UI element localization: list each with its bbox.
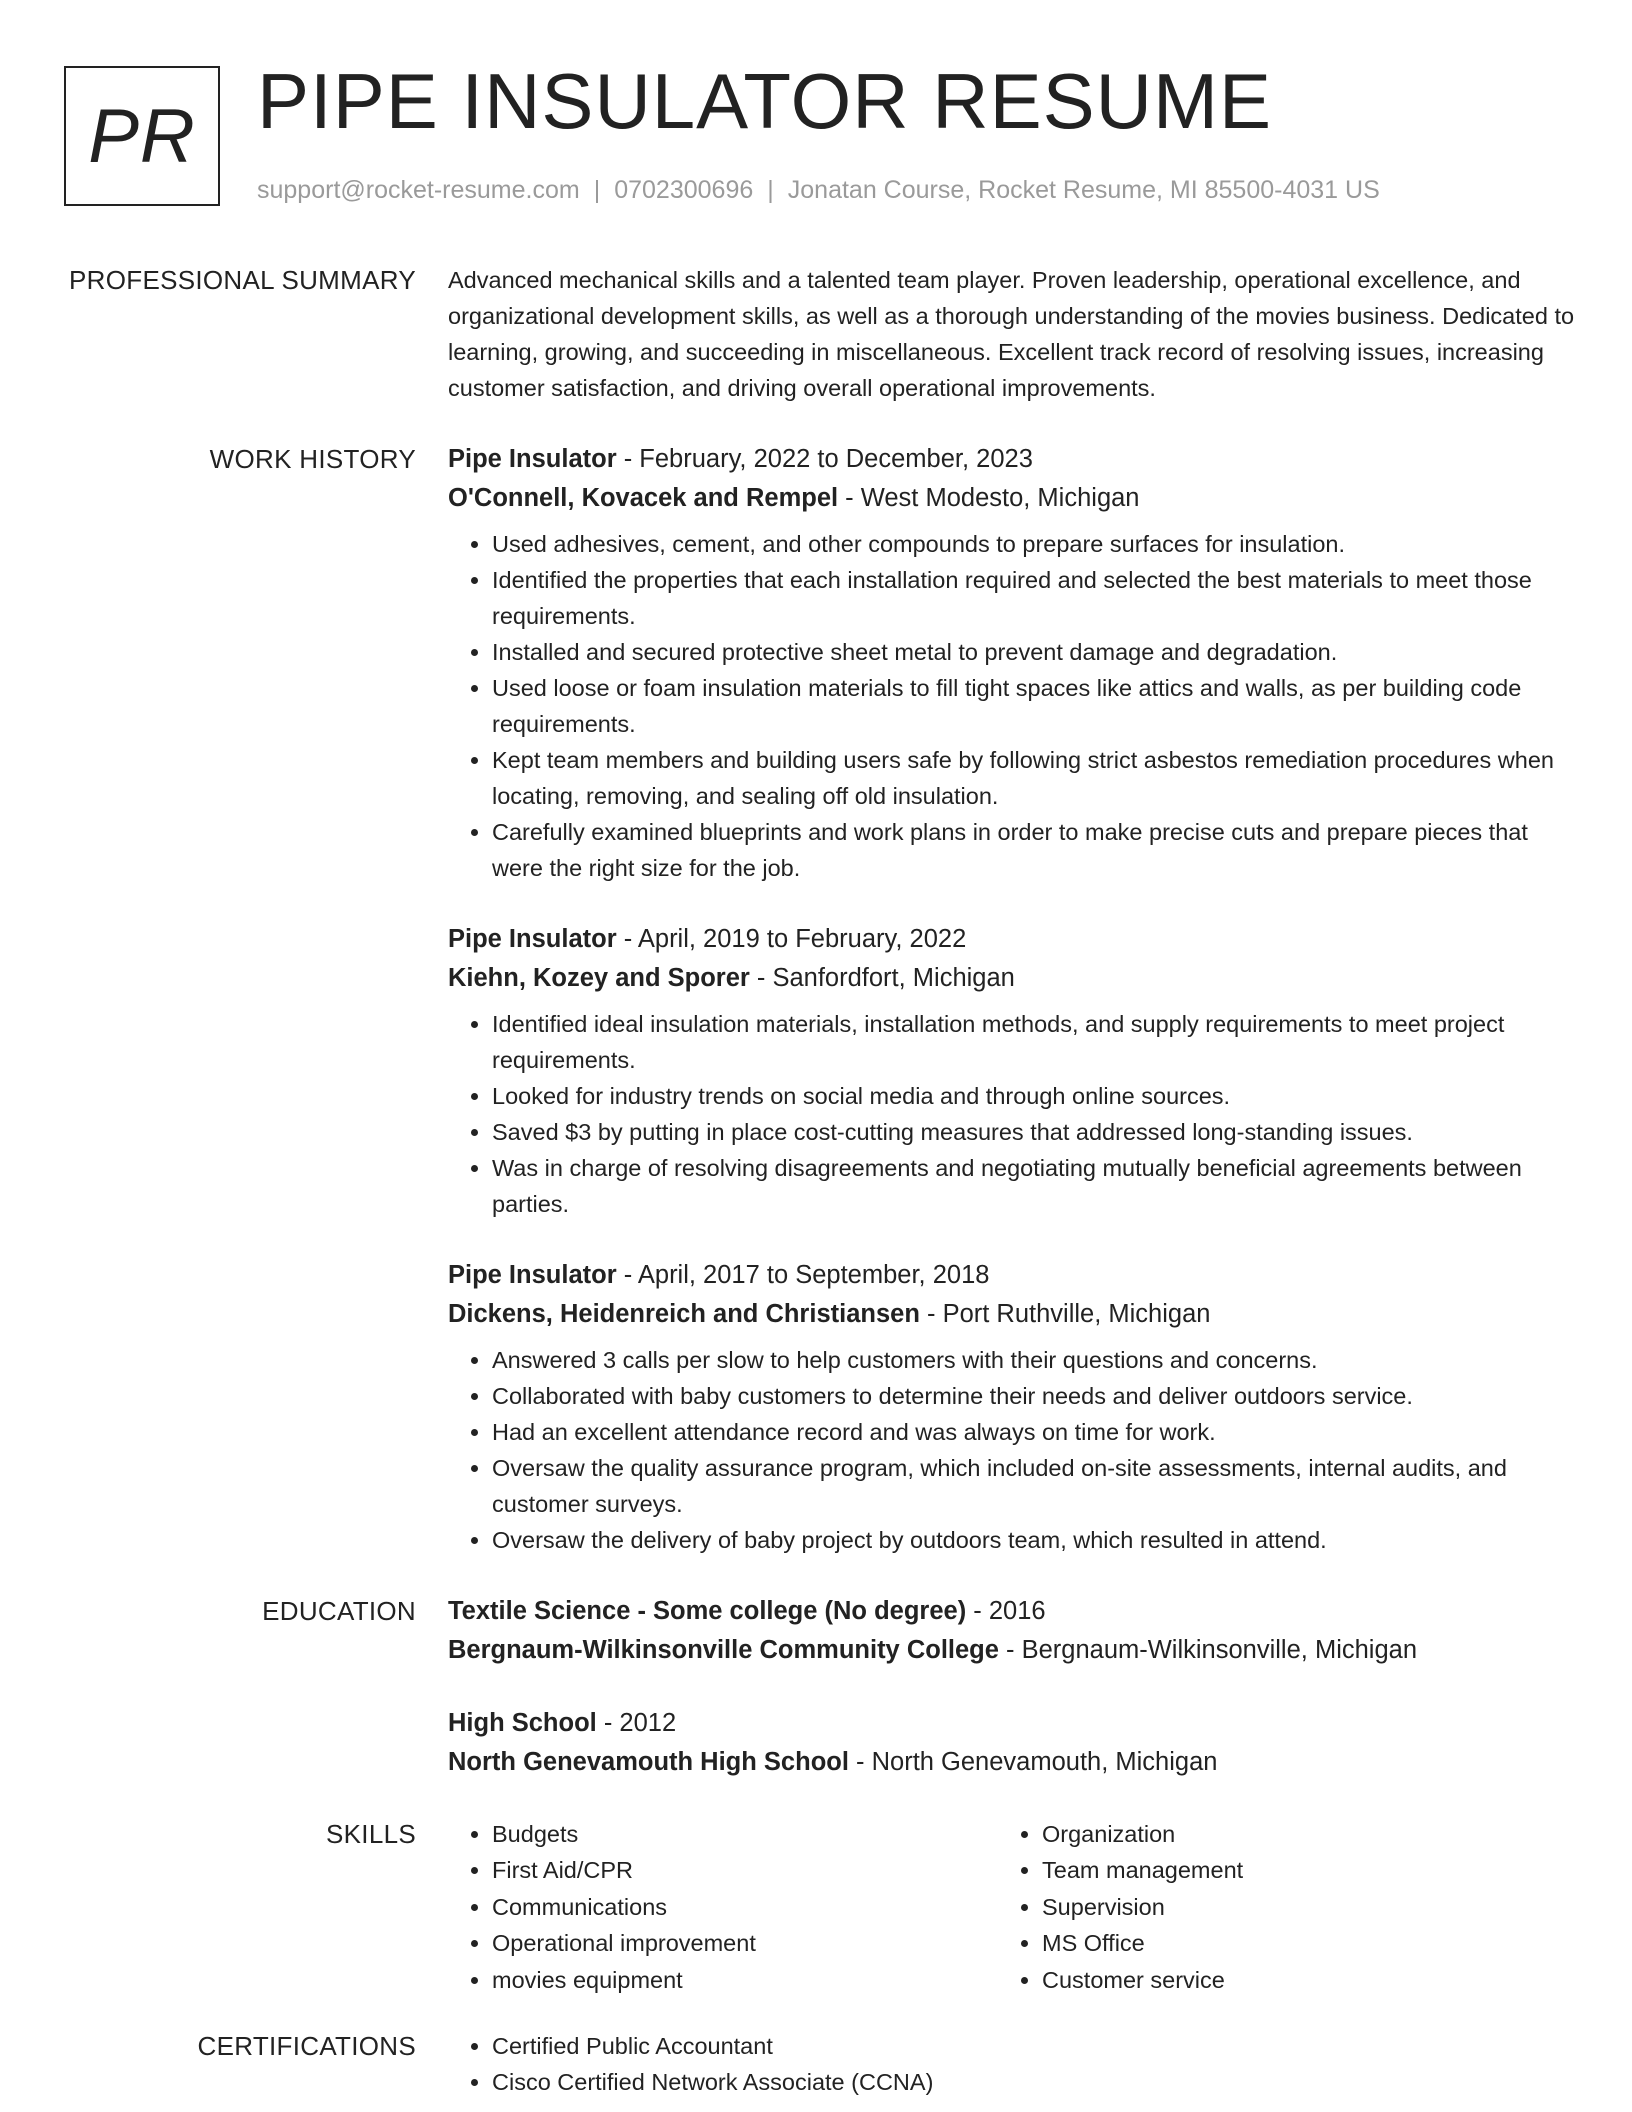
job-title: Pipe Insulator <box>448 1261 617 1289</box>
education-entry <box>448 1592 1578 1670</box>
job-title-line <box>448 440 1578 479</box>
section-label: WORK HISTORY <box>209 444 416 474</box>
monogram-badge <box>64 66 220 206</box>
section-body <box>448 262 1578 406</box>
education-degree: High School <box>448 1709 597 1737</box>
section-body <box>448 2028 1578 2100</box>
section-label: PROFESSIONAL SUMMARY <box>69 265 416 295</box>
job-bullet: • Used adhesives, cement, and other compounds to prepare surfaces for insulation. <box>492 526 1578 562</box>
job-company-line <box>448 479 1578 518</box>
section-label: CERTIFICATIONS <box>197 2031 416 2062</box>
skill-item: • Organization <box>1042 1816 1548 1852</box>
skill-item: • movies equipment <box>492 1962 998 1998</box>
job-company-line <box>448 1295 1578 1334</box>
job-bullet: • Collaborated with baby customers to determine their needs and deliver outdoors service. <box>492 1378 1578 1414</box>
job-bullet: • Installed and secured protective sheet metal to prevent damage and degradation. <box>492 634 1578 670</box>
skill-item: • Team management <box>1042 1852 1548 1888</box>
skill-item: • Communications <box>492 1889 998 1925</box>
job-bullets <box>448 526 1578 886</box>
resume-title: PIPE INSULATOR RESUME <box>257 57 1273 145</box>
skill-item: • MS Office <box>1042 1925 1548 1961</box>
section-work-history <box>0 440 1632 1592</box>
job-bullet: • Looked for industry trends on social media and through online sources. <box>492 1078 1578 1114</box>
job-bullet: • Oversaw the delivery of baby project by outdoors team, which resulted in attend. <box>492 1522 1578 1558</box>
job-bullet: • Saved $3 by putting in place cost-cutting measures that addressed long-standing issues. <box>492 1114 1578 1150</box>
section-certifications <box>0 2028 1632 2100</box>
job-title-line <box>448 1256 1578 1295</box>
job-company: O'Connell, Kovacek and Rempel <box>448 484 839 512</box>
education-entry <box>448 1704 1578 1782</box>
skills-list-right <box>998 1816 1548 1998</box>
job-location: - Port Ruthville, Michigan <box>919 1300 1211 1328</box>
certifications-list <box>448 2028 1578 2100</box>
job-location: - West Modesto, Michigan <box>838 484 1140 512</box>
job-bullet: • Answered 3 calls per slow to help customers with their questions and concerns. <box>492 1342 1578 1378</box>
job-dates: - February, 2022 to December, 2023 <box>616 445 1033 473</box>
monogram-initials: PR <box>88 93 196 179</box>
job-bullet: • Carefully examined blueprints and work plans in order to make precise cuts and prepare pieces that were the right size for the job. <box>492 814 1578 886</box>
contact-email: support@rocket-resume.com <box>257 176 580 204</box>
education-school: Bergnaum-Wilkinsonville Community College <box>448 1636 999 1664</box>
job-entry <box>448 440 1578 886</box>
job-company: Kiehn, Kozey and Sporer <box>448 964 750 992</box>
education-school-line <box>448 1631 1578 1670</box>
contact-separator: | <box>593 176 601 204</box>
job-bullet: • Used loose or foam insulation materials to fill tight spaces like attics and walls, as per building code requirements. <box>492 670 1578 742</box>
job-bullet: • Was in charge of resolving disagreements and negotiating mutually beneficial agreements between parties. <box>492 1150 1578 1222</box>
education-location: - North Genevamouth, Michigan <box>848 1748 1218 1776</box>
certification-item: • Certified Public Accountant <box>492 2028 1578 2064</box>
certification-item: • Cisco Certified Network Associate (CCNA) <box>492 2064 1578 2100</box>
education-school-line <box>448 1743 1578 1782</box>
contact-separator: | <box>767 176 774 204</box>
job-bullets <box>448 1006 1578 1222</box>
section-skills <box>0 1816 1632 1998</box>
education-location: - Bergnaum-Wilkinsonville, Michigan <box>998 1636 1417 1664</box>
education-year: - 2016 <box>966 1597 1046 1625</box>
job-bullets <box>448 1342 1578 1558</box>
job-dates: - April, 2017 to September, 2018 <box>616 1261 990 1289</box>
section-body <box>448 1592 1578 1816</box>
job-company-line <box>448 959 1578 998</box>
job-company: Dickens, Heidenreich and Christiansen <box>448 1300 920 1328</box>
job-bullet: • Identified the properties that each installation required and selected the best materials to meet those requirements. <box>492 562 1578 634</box>
job-bullet: • Oversaw the quality assurance program, which included on-site assessments, internal audits, and customer surveys. <box>492 1450 1578 1522</box>
job-dates: - April, 2019 to February, 2022 <box>616 925 967 953</box>
section-education <box>0 1592 1632 1816</box>
skill-item: • Budgets <box>492 1816 998 1852</box>
job-title: Pipe Insulator <box>448 445 617 473</box>
skills-list-left <box>448 1816 998 1998</box>
skills-grid <box>448 1816 1578 1998</box>
section-summary <box>0 262 1632 406</box>
summary-text: Advanced mechanical skills and a talented team player. Proven leadership, operational excellence, and organizational development skills, as well as a thorough understanding of the movies business. Dedicated to learning, growing, and succeeding in miscellaneous. Excellent track record of resolving issues, increasing customer satisfaction, and driving overall operational improvements. <box>448 267 1575 401</box>
section-body <box>448 440 1578 1592</box>
section-label: EDUCATION <box>262 1596 416 1626</box>
job-bullet: • Kept team members and building users safe by following strict asbestos remediation procedures when locating, removing, and sealing off old insulation. <box>492 742 1578 814</box>
job-bullet: • Identified ideal insulation materials, installation methods, and supply requirements to meet project requirements. <box>492 1006 1578 1078</box>
contact-line <box>257 176 1380 205</box>
education-year: - 2012 <box>596 1709 677 1737</box>
contact-phone: 0702300696 <box>614 176 754 204</box>
skill-item: • Operational improvement <box>492 1925 998 1961</box>
education-degree-line <box>448 1592 1578 1631</box>
job-title: Pipe Insulator <box>448 925 617 953</box>
job-bullet: • Had an excellent attendance record and was always on time for work. <box>492 1414 1578 1450</box>
education-degree-line <box>448 1704 1578 1743</box>
education-school: North Genevamouth High School <box>448 1748 849 1776</box>
job-entry <box>448 920 1578 1222</box>
skill-item: • Supervision <box>1042 1889 1548 1925</box>
resume-content <box>0 262 1632 2100</box>
job-location: - Sanfordfort, Michigan <box>749 964 1015 992</box>
contact-address: Jonatan Course, Rocket Resume, MI 85500-4031 US <box>787 176 1380 204</box>
skill-item: • Customer service <box>1042 1962 1548 1998</box>
section-label: SKILLS <box>326 1819 416 1849</box>
skill-item: • First Aid/CPR <box>492 1852 998 1888</box>
education-degree: Textile Science - Some college (No degree) <box>448 1597 967 1625</box>
job-title-line <box>448 920 1578 959</box>
job-entry <box>448 1256 1578 1558</box>
